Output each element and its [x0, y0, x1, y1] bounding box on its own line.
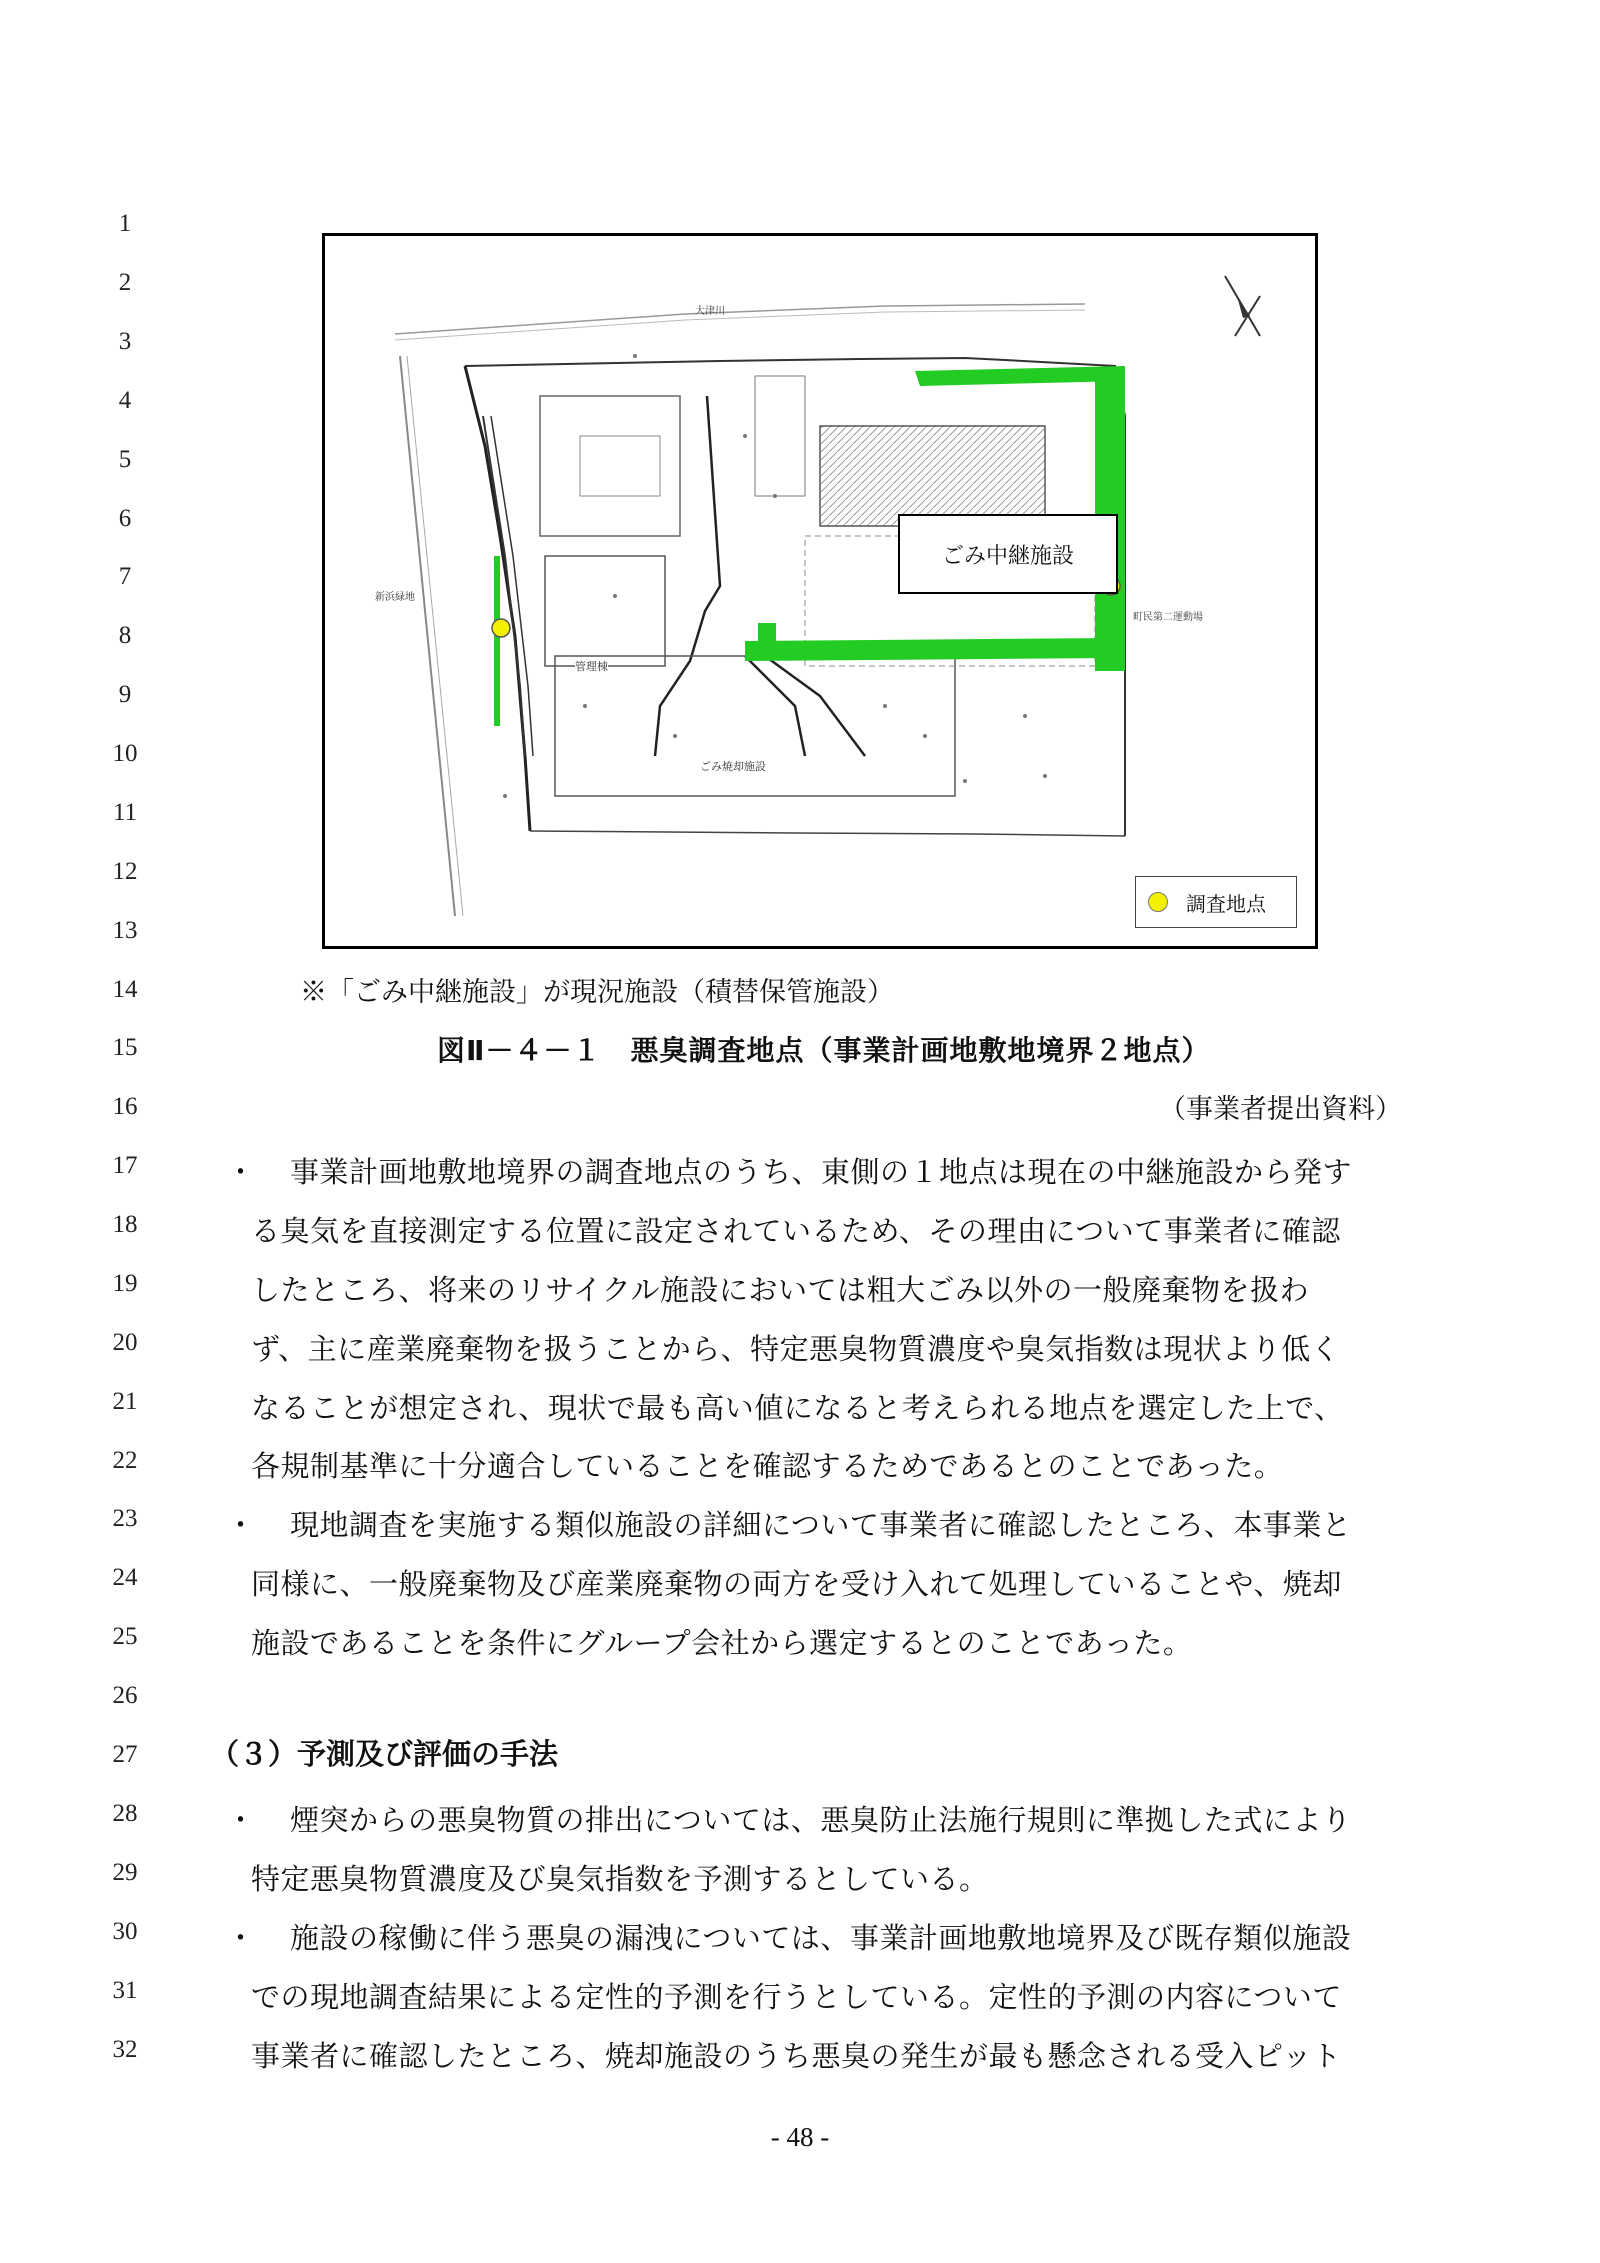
line-number: 3 [118, 328, 132, 355]
paragraph-line: 事業者に確認したところ、焼却施設のうち悪臭の発生が最も懸念される受入ピット [251, 2039, 1342, 2073]
paragraph-line: 各規制基準に十分適合していることを確認するためであるとのことであった。 [251, 1449, 1284, 1483]
page-number: - 48 - [770, 2122, 830, 2152]
bullet-icon: ・ [226, 1921, 256, 1955]
survey-point-west [492, 619, 510, 637]
line-number: 28 [112, 1800, 138, 1827]
line-number: 7 [118, 563, 132, 590]
label-ground: 町民第二運動場 [1133, 612, 1203, 623]
line-number: 2 [118, 269, 132, 296]
paragraph-line: ず、主に産業廃棄物を扱うことから、特定悪臭物質濃度や臭気指数は現状より低く [251, 1332, 1341, 1366]
label-management: 管理棟 [575, 660, 608, 673]
paragraph-line: 施設であることを条件にグループ会社から選定するとのことであった。 [251, 1626, 1193, 1660]
figure-note: ※「ごみ中継施設」が現況施設（積替保管施設） [300, 977, 894, 1008]
site-plan-drawing [325, 236, 1315, 946]
line-number: 29 [112, 1859, 138, 1886]
label-reclaimed: 新浜緑地 [375, 592, 415, 603]
line-number: 13 [112, 917, 138, 944]
line-number: 26 [112, 1682, 138, 1709]
line-number: 11 [112, 799, 138, 826]
line-number: 23 [112, 1505, 138, 1532]
figure-caption: 図Ⅱ－４－１ 悪臭調査地点（事業計画地敷地境界２地点） [437, 1034, 1211, 1067]
line-number: 4 [118, 387, 132, 414]
paragraph-line: なることが想定され、現状で最も高い値になると考えられる地点を選定した上で、 [251, 1391, 1344, 1425]
survey-point-legend-icon [1148, 892, 1168, 912]
relay-facility-label-box [898, 514, 1118, 594]
site-map-figure [322, 233, 1318, 949]
paragraph-line: 事業計画地敷地境界の調査地点のうち、東側の１地点は現在の中継施設から発す [290, 1155, 1353, 1189]
map-legend [1135, 876, 1297, 928]
bullet-icon: ・ [226, 1508, 256, 1542]
line-number: 19 [112, 1270, 138, 1297]
line-number: 31 [112, 1977, 138, 2004]
figure-source: （事業者提出資料） [1159, 1094, 1402, 1125]
paragraph-line: での現地調査結果による定性的予測を行うとしている。定性的予測の内容について [251, 1980, 1342, 2014]
paragraph-line: したところ、将来のリサイクル施設においては粗大ごみ以外の一般廃棄物を扱わ [251, 1273, 1309, 1307]
line-number: 12 [112, 858, 138, 885]
line-number: 20 [112, 1329, 138, 1356]
line-number: 30 [112, 1918, 138, 1945]
line-number: 32 [112, 2036, 138, 2063]
line-number: 18 [112, 1211, 138, 1238]
relay-facility-label: ごみ中継施設 [941, 543, 1074, 569]
line-number: 25 [112, 1623, 138, 1650]
paragraph-line: 特定悪臭物質濃度及び臭気指数を予測するとしている。 [251, 1862, 989, 1896]
line-number: 17 [112, 1152, 138, 1179]
line-number: 10 [112, 740, 138, 767]
paragraph-line: 煙突からの悪臭物質の排出については、悪臭防止法施行規則に準拠した式により [290, 1803, 1352, 1837]
label-incineration: ごみ焼却施設 [700, 760, 766, 773]
section-heading: （３）予測及び評価の手法 [210, 1737, 559, 1771]
line-number: 6 [118, 505, 132, 532]
line-number: 22 [112, 1447, 138, 1474]
bullet-icon: ・ [226, 1803, 256, 1837]
line-number: 15 [112, 1034, 138, 1061]
line-number: 21 [112, 1388, 138, 1415]
bullet-icon: ・ [226, 1155, 256, 1189]
line-number: 27 [112, 1741, 138, 1768]
line-number: 16 [112, 1093, 138, 1120]
paragraph-line: 現地調査を実施する類似施設の詳細について事業者に確認したところ、本事業と [290, 1508, 1352, 1542]
label-river: 大津川 [695, 306, 725, 317]
line-number: 9 [118, 681, 132, 708]
paragraph-line: る臭気を直接測定する位置に設定されているため、その理由について事業者に確認 [251, 1214, 1341, 1248]
paragraph-line: 施設の稼働に伴う悪臭の漏洩については、事業計画地敷地境界及び既存類似施設 [290, 1921, 1352, 1955]
line-number: 1 [118, 210, 132, 237]
line-number: 14 [112, 976, 138, 1003]
legend-label: 調査地点 [1186, 891, 1266, 916]
line-number: 8 [118, 622, 132, 649]
line-number: 5 [118, 446, 132, 473]
paragraph-line: 同様に、一般廃棄物及び産業廃棄物の両方を受け入れて処理していることや、焼却 [251, 1567, 1342, 1601]
line-number: 24 [112, 1564, 138, 1591]
